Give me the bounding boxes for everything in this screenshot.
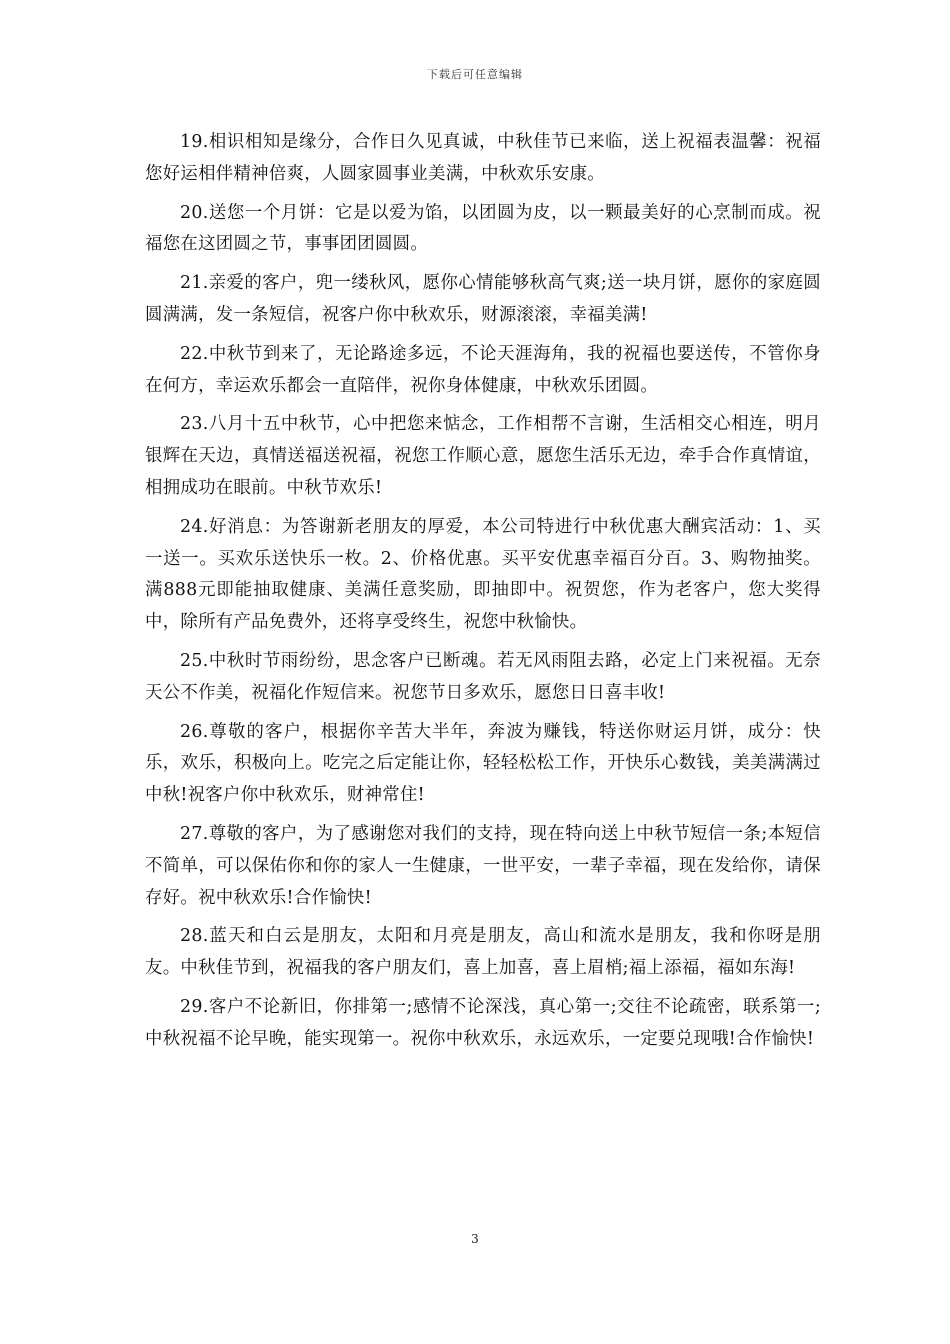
paragraph-26: 26.尊敬的客户，根据你辛苦大半年，奔波为赚钱，特送你财运月饼，成分：快乐，欢乐，积极向上。吃完之后定能让你，轻轻松松工作，开快乐心数钱，美美满满过中秋!祝客户你中秋欢乐，财神常住! [145, 721, 821, 806]
paragraph-28: 28.蓝天和白云是朋友，太阳和月亮是朋友，高山和流水是朋友，我和你呀是朋友。中秋佳节到，祝福我的客户朋友们，喜上加喜，喜上眉梢;福上添福，福如东海! [145, 926, 821, 979]
page-number: 3 [471, 1232, 479, 1246]
paragraph-29: 29.客户不论新旧，你排第一;感情不论深浅，真心第一;交往不论疏密，联系第一;中秋祝福不论早晚，能实现第一。祝你中秋欢乐，永远欢乐，一定要兑现哦!合作愉快! [145, 996, 821, 1049]
paragraph-21: 21.亲爱的客户，兜一缕秋风，愿你心情能够秋高气爽;送一块月饼，愿你的家庭圆圆满满，发一条短信，祝客户你中秋欢乐，财源滚滚，幸福美满! [145, 273, 821, 325]
document-body [145, 127, 821, 1063]
paragraph-23: 23.八月十五中秋节，心中把您来惦念，工作相帮不言谢，生活相交心相连，明月银辉在天边，真情送福送祝福，祝您工作顺心意，愿您生活乐无边，牵手合作真情谊，相拥成功在眼前。中秋节欢乐! [145, 414, 821, 498]
paragraph-27: 27.尊敬的客户，为了感谢您对我们的支持，现在特向送上中秋节短信一条;本短信不简单，可以保佑你和你的家人一生健康，一世平安，一辈子幸福，现在发给你，请保存好。祝中秋欢乐!合作愉快! [145, 823, 821, 908]
paragraph-24: 24.好消息：为答谢新老朋友的厚爱，本公司特进行中秋优惠大酬宾活动：1、买一送一。买欢乐送快乐一枚。2、价格优惠。买平安优惠幸福百分百。3、购物抽奖。满888元即能抽取健康、美满任意奖励，即抽即中。祝贺您，作为老客户，您大奖得中，除所有产品免费外，还将享受终生，祝您中秋愉快。 [145, 516, 821, 633]
paragraph-22: 22.中秋节到来了，无论路途多远，不论天涯海角，我的祝福也要送传，不管你身在何方，幸运欢乐都会一直陪伴，祝你身体健康，中秋欢乐团圆。 [145, 343, 821, 396]
paragraph-25: 25.中秋时节雨纷纷，思念客户已断魂。若无风雨阻去路，必定上门来祝福。无奈天公不作美，祝福化作短信来。祝您节日多欢乐，愿您日日喜丰收! [145, 650, 821, 703]
paragraph-20: 20.送您一个月饼：它是以爱为馅，以团圆为皮，以一颗最美好的心烹制而成。祝福您在这团圆之节，事事团团圆圆。 [145, 202, 821, 255]
paragraph-19: 19.相识相知是缘分，合作日久见真诚，中秋佳节已来临，送上祝福表温馨：祝福您好运相伴精神倍爽，人圆家圆事业美满，中秋欢乐安康。 [145, 132, 821, 184]
page-header: 下载后可任意编辑 [427, 68, 523, 81]
